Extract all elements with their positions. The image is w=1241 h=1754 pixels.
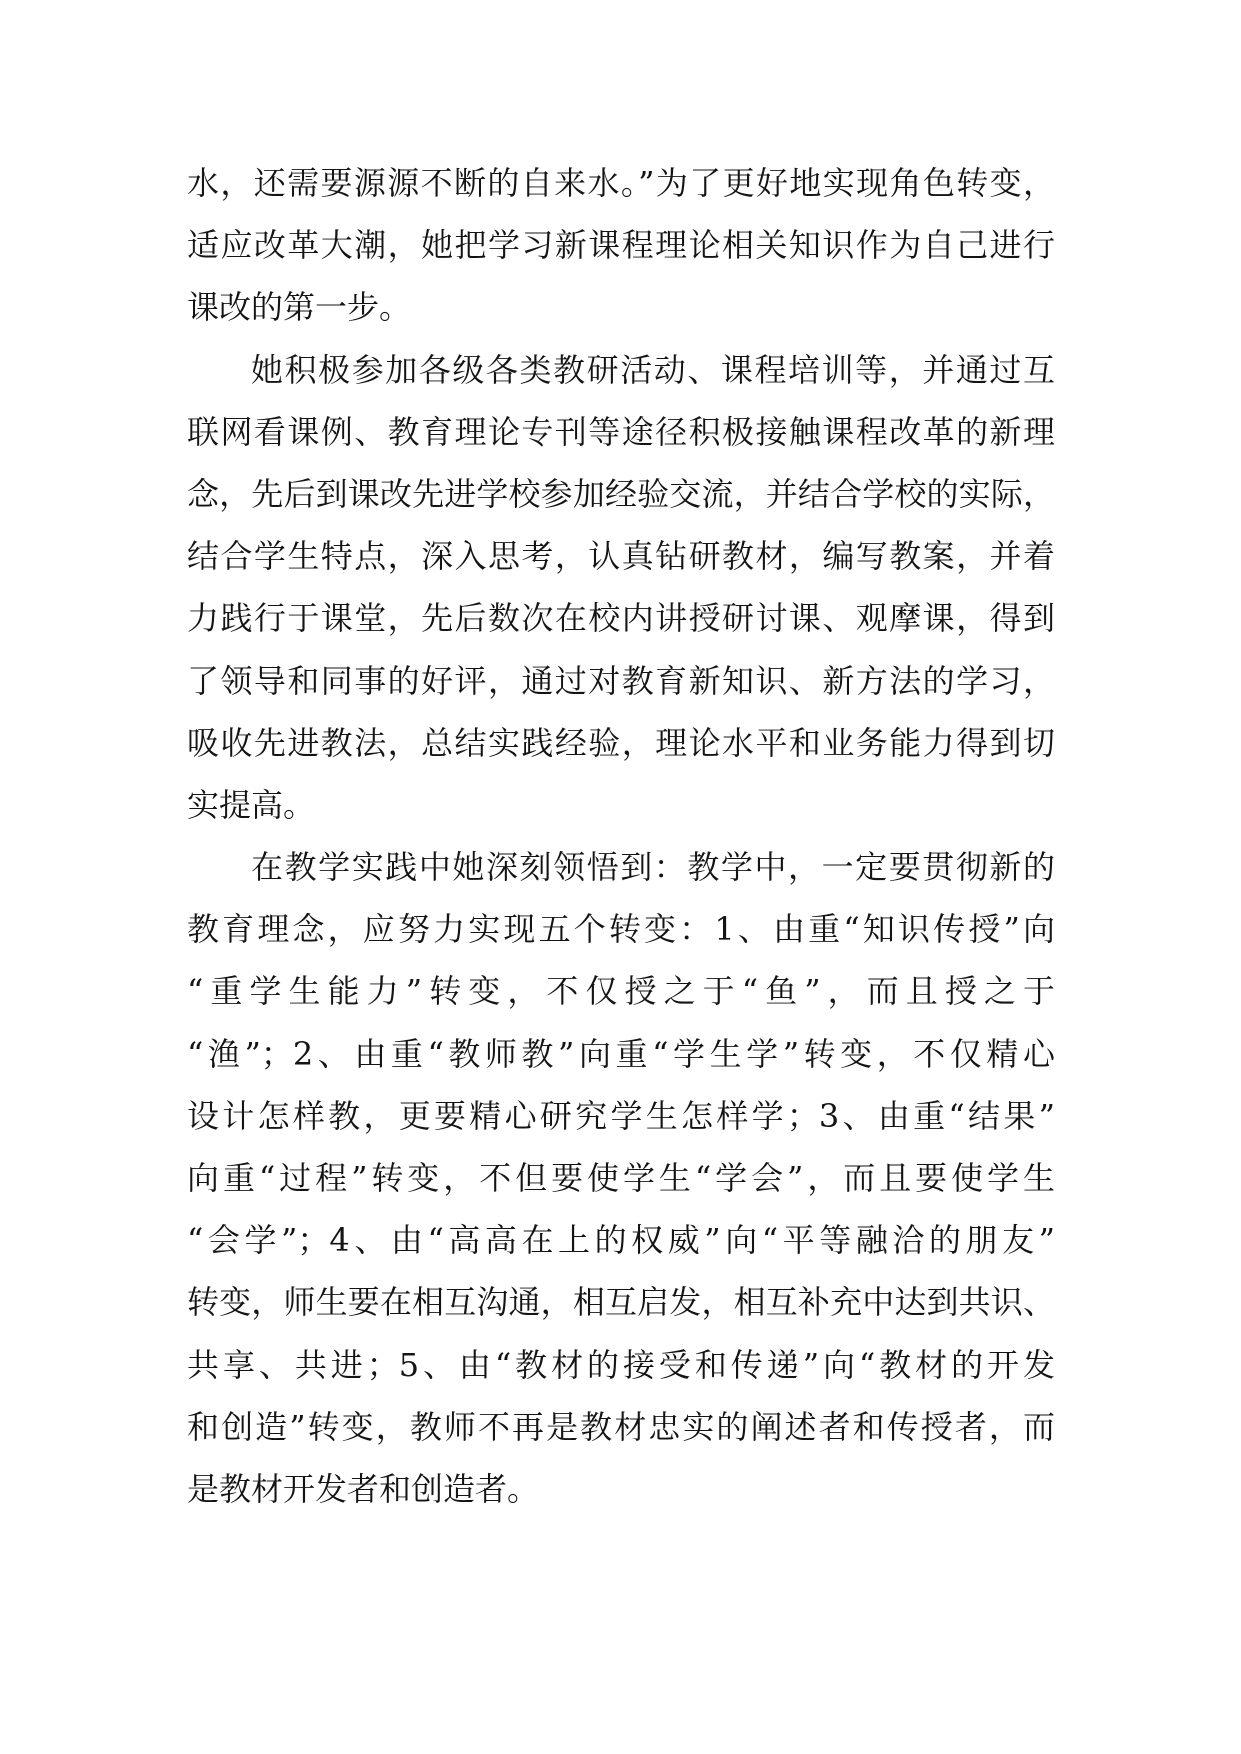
- paragraph-2: [187, 339, 1055, 837]
- text-line: 是教材开发者和创造者。: [187, 1469, 540, 1508]
- text-line: 教育理念，应努力实现五个转变：1、由重“知识传授”向: [187, 910, 1055, 949]
- text-line: 在教学实践中她深刻领悟到：教学中，一定要贯彻新的: [251, 848, 1055, 887]
- text-line: 吸收先进教法，总结实践经验，理论水平和业务能力得到切: [187, 723, 1055, 762]
- text-line: 设计怎样教，更要精心研究学生怎样学；3、由重“结果”: [187, 1096, 1055, 1135]
- paragraph-3: [187, 836, 1055, 1520]
- text-line: 和创造”转变，教师不再是教材忠实的阐述者和传授者，而: [187, 1407, 1055, 1446]
- text-line: 向重“过程”转变，不但要使学生“学会”，而且要使学生: [187, 1159, 1055, 1197]
- paragraph-1: [187, 152, 1055, 339]
- text-line: 转变，师生要在相互沟通，相互启发，相互补充中达到共识、: [187, 1283, 1055, 1322]
- text-line: 了领导和同事的好评，通过对教育新知识、新方法的学习，: [187, 661, 1055, 700]
- body-text: [187, 152, 1055, 1520]
- text-line: “会学”；4、由“高高在上的权威”向“平等融洽的朋友”: [187, 1221, 1055, 1260]
- text-line: 适应改革大潮，她把学习新课程理论相关知识作为自己进行: [187, 226, 1055, 265]
- text-line: 结合学生特点，深入思考，认真钻研教材，编写教案，并着: [187, 537, 1055, 576]
- text-line: 共享、共进；5、由“教材的接受和传递”向“教材的开发: [187, 1345, 1055, 1384]
- text-line: “渔”；2、由重“教师教”向重“学生学”转变，不仅精心: [187, 1034, 1055, 1073]
- text-line: 联网看课例、教育理论专刊等途径积极接触课程改革的新理: [187, 412, 1055, 451]
- text-line: 实提高。: [187, 785, 316, 824]
- text-line: “重学生能力”转变，不仅授之于“鱼”，而且授之于: [187, 972, 1055, 1011]
- text-line: 她积极参加各级各类教研活动、课程培训等，并通过互: [251, 350, 1055, 389]
- text-line: 力践行于课堂，先后数次在校内讲授研讨课、观摩课，得到: [187, 599, 1055, 638]
- text-line: 课改的第一步。: [187, 288, 412, 327]
- text-line: 念，先后到课改先进学校参加经验交流，并结合学校的实际，: [187, 474, 1055, 513]
- text-line: 水，还需要源源不断的自来水。”为了更好地实现角色转变，: [187, 164, 1055, 202]
